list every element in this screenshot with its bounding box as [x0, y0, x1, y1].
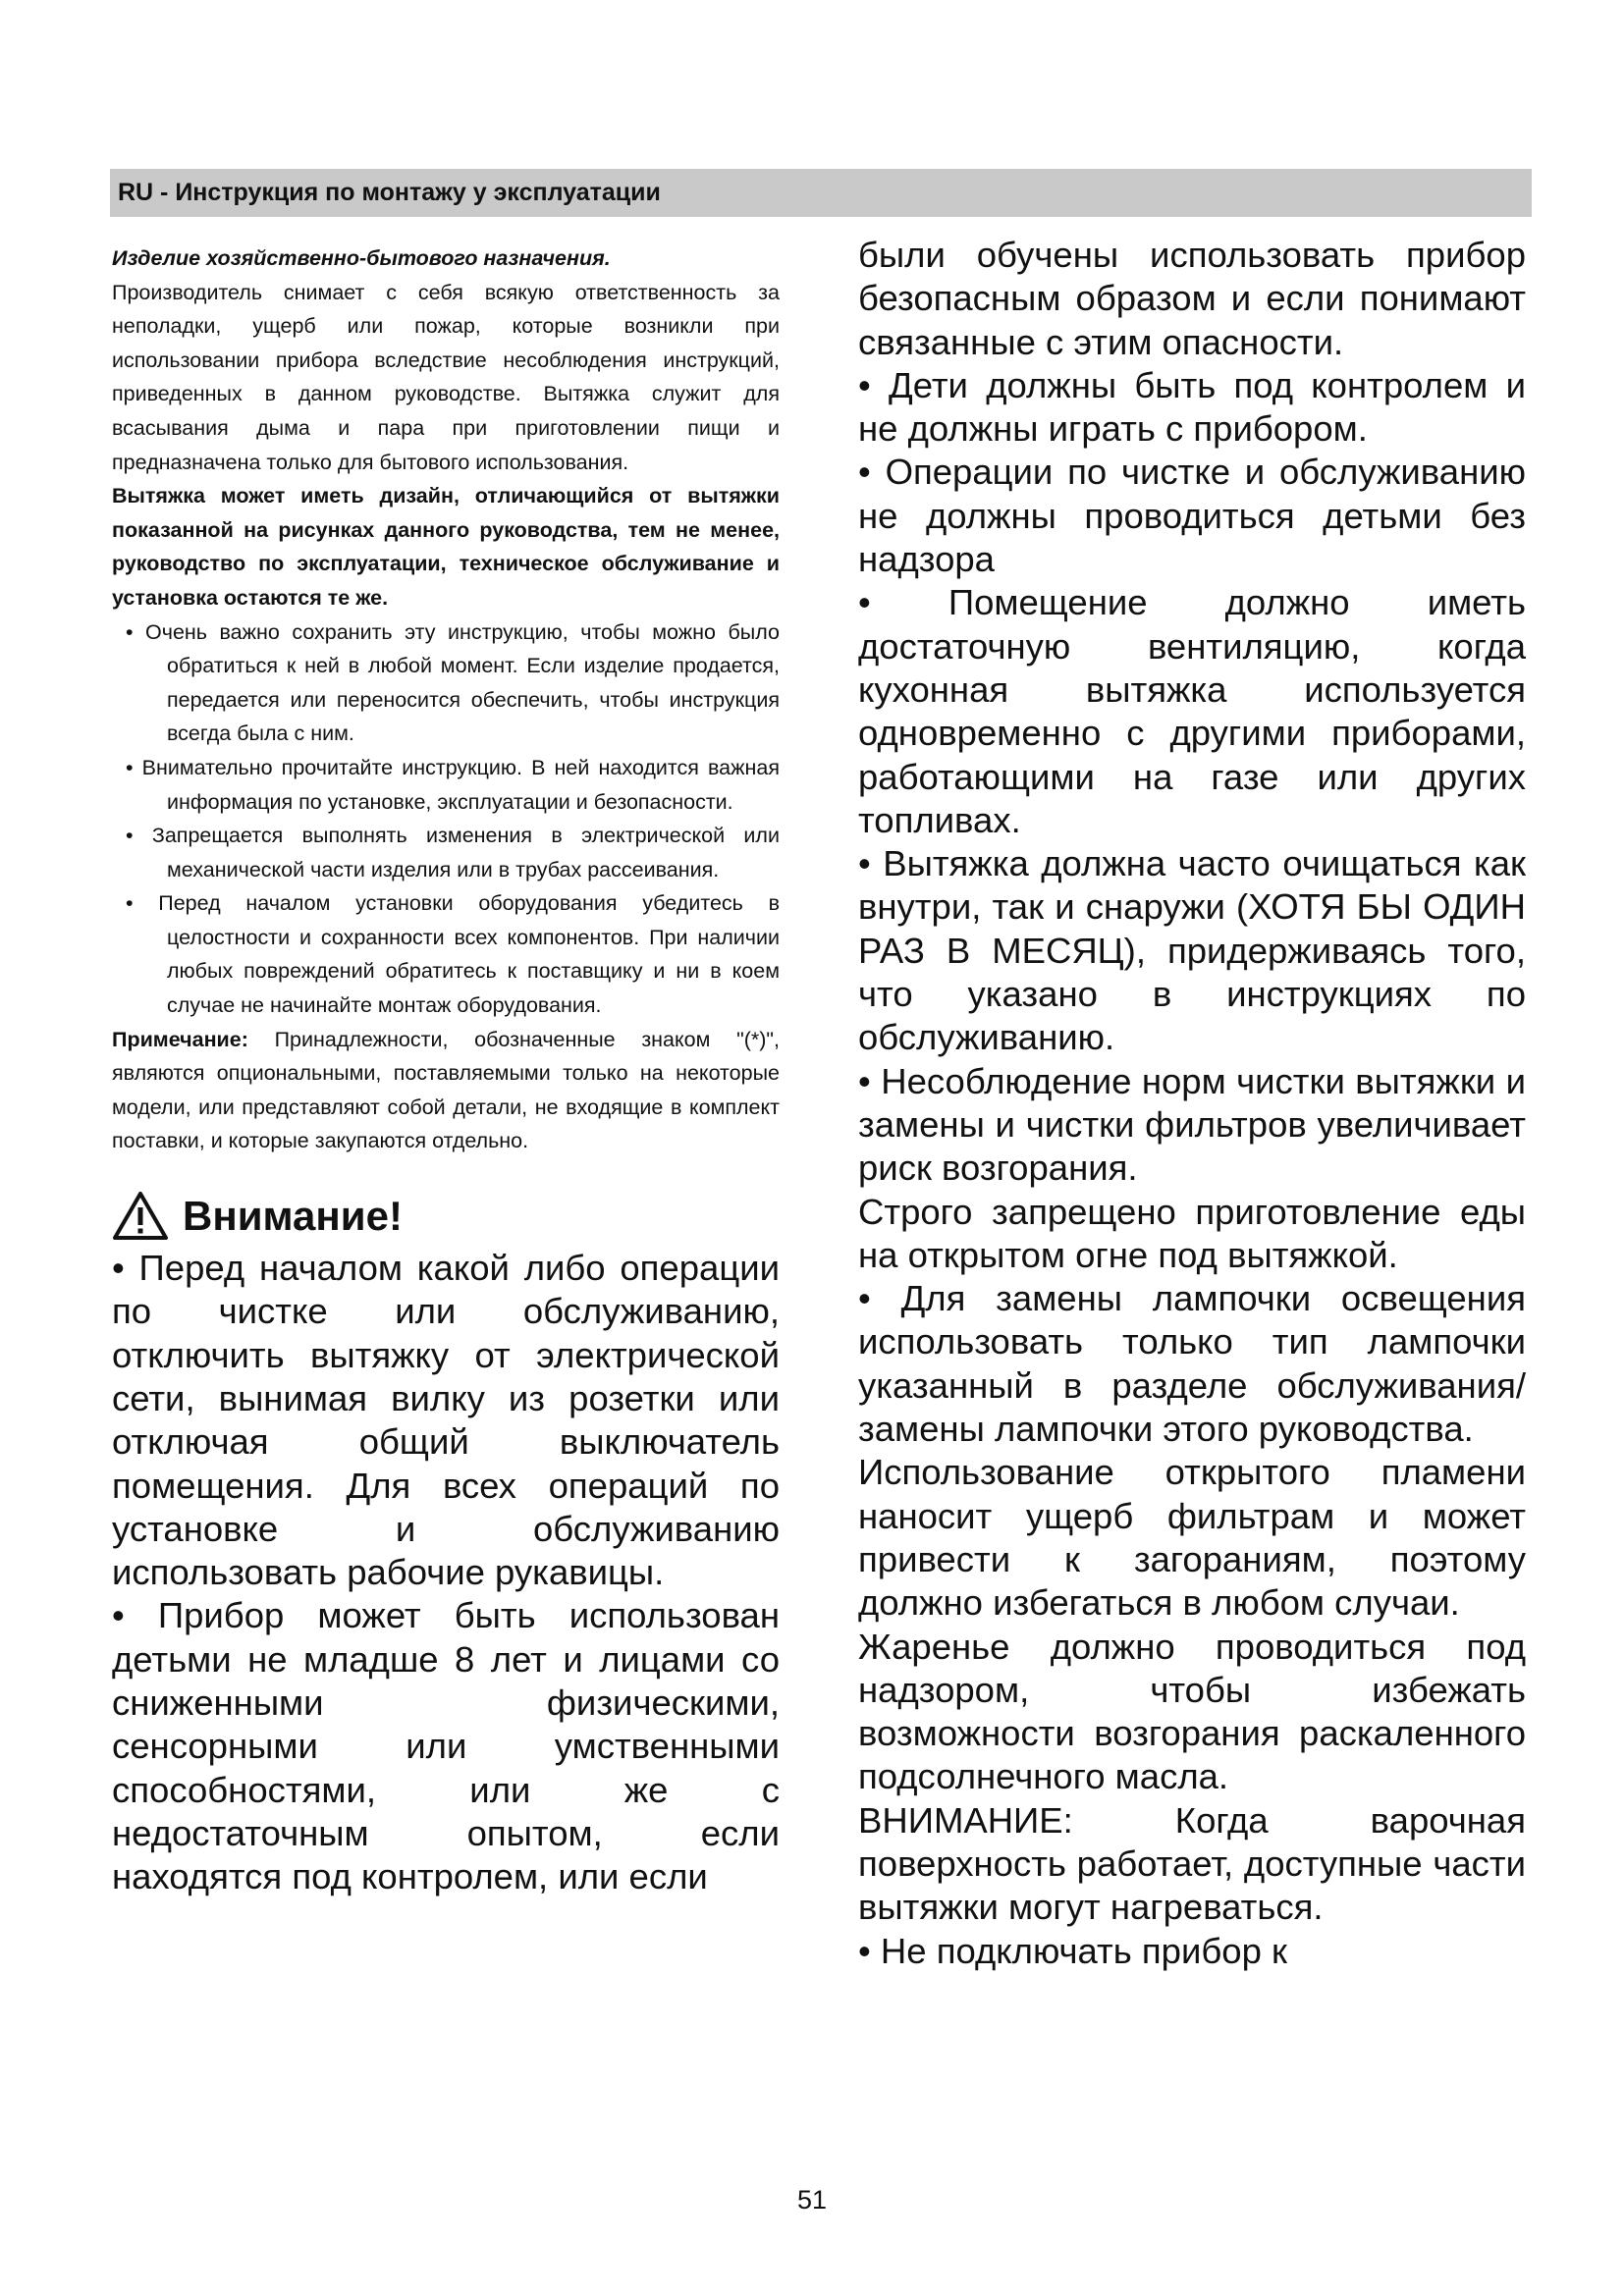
list-item: • Перед началом установки оборудования убедитесь в целостности и сохранности всех компонентов. При наличии любых повреждений обратитесь к поставщику и ни в коем случае не начинайте монтаж оборудования.	[126, 891, 780, 1018]
note-label: Примечание:	[112, 1027, 248, 1051]
paragraph: • Вытяжка должна часто очищаться как внутри, так и снаружи (ХОТЯ БЫ ОДИН РАЗ В МЕСЯЦ), придерживаясь того, что указано в инструкциях по обслуживанию.	[858, 843, 1526, 1058]
warning-triangle-icon	[112, 1191, 169, 1242]
warning-heading	[112, 1186, 780, 1247]
note-text: Принадлежности, обозначенные знаком "(*)", являются опциональными, поставляемыми только на некоторые модели, или представляют собой детали, не входящие в комплект поставки, и которые закупаются отдельно.	[112, 1027, 780, 1153]
right-column	[858, 234, 1526, 1973]
paragraph: были обучены использовать прибор безопасным образом и если понимают связанные с этим опасности.	[858, 235, 1526, 362]
paragraph: • Помещение должно иметь достаточную вентиляцию, когда кухонная вытяжка используется одновременно с другими приборами, работающими на газе или других топливах.	[858, 582, 1526, 840]
intro-text: Производитель снимает с себя всякую ответственность за неполадки, ущерб или пожар, которые возникли при использовании прибора вследствие несоблюдения инструкций, приведенных в данном руководстве. Вытяжка служит для всасывания дыма и пара при приготовлении пищи и предназначена только для бытового использования.	[112, 280, 780, 474]
paragraph: • Несоблюдение норм чистки вытяжки и замены и чистки фильтров увеличивает риск возгорания.	[858, 1060, 1526, 1189]
paragraph: ВНИМАНИЕ: Когда варочная поверхность работает, доступные части вытяжки могут нагреваться.	[858, 1799, 1526, 1928]
paragraph: • Для замены лампочки освещения использовать только тип лампочки указанный в разделе обслуживания/замены лампочки этого руководства.	[858, 1278, 1526, 1450]
paragraph: Жаренье должно проводиться под надзором, чтобы избежать возможности возгорания раскаленного подсолнечного масла.	[858, 1626, 1526, 1797]
paragraph: Использование открытого пламени наносит ущерб фильтрам и может привести к загораниям, поэтому должно избегаться в любом случаи.	[858, 1452, 1526, 1624]
paragraph: • Не подключать прибор к	[858, 1930, 1287, 1971]
paragraph: Строго запрещено приготовление еды на открытом огне под вытяжкой.	[858, 1191, 1526, 1275]
warning-paragraph: • Перед началом какой либо операции по чистке или обслуживанию, отключить вытяжку от электрической сети, вынимая вилку из розетки или отключая общий выключатель помещения. Для всех операций по установке и обслуживанию использовать рабочие рукавицы.	[112, 1248, 780, 1593]
list-item: • Внимательно прочитайте инструкцию. В ней находится важная информация по установке, эксплуатации и безопасности.	[126, 755, 780, 814]
list-item: • Очень важно сохранить эту инструкцию, чтобы можно было обратиться к ней в любой момент. Если изделие продается, передается или переносится обеспечить, чтобы инструкция всегда была с ним.	[126, 619, 780, 746]
warning-paragraph: • Прибор может быть использован детьми не младше 8 лет и лицами со сниженными физическими, сенсорными или умственными способностями, или же с недостаточным опытом, если находятся под контролем, или если	[112, 1595, 780, 1897]
left-column	[112, 241, 780, 1898]
section-header	[110, 169, 1532, 217]
design-note: Вытяжка может иметь дизайн, отличающийся от вытяжки показанной на рисунках данного руководства, тем не менее, руководство по эксплуатации, техническое обслуживание и установка остаются те же.	[112, 484, 780, 610]
paragraph: • Дети должны быть под контролем и не должны играть с прибором.	[858, 364, 1526, 450]
header-title: RU - Инструкция по монтажу у эксплуатации	[118, 179, 661, 206]
warning-title: Внимание!	[183, 1193, 403, 1240]
intro-title: Изделие хозяйственно-бытового назначения.	[112, 246, 611, 270]
paragraph: • Операции по чистке и обслуживанию не должны проводиться детьми без надзора	[858, 452, 1526, 580]
list-item: • Запрещается выполнять изменения в электрической или механической части изделия или в трубах рассеивания.	[126, 824, 780, 881]
note	[112, 1023, 780, 1158]
page-number: 51	[796, 2185, 828, 2215]
